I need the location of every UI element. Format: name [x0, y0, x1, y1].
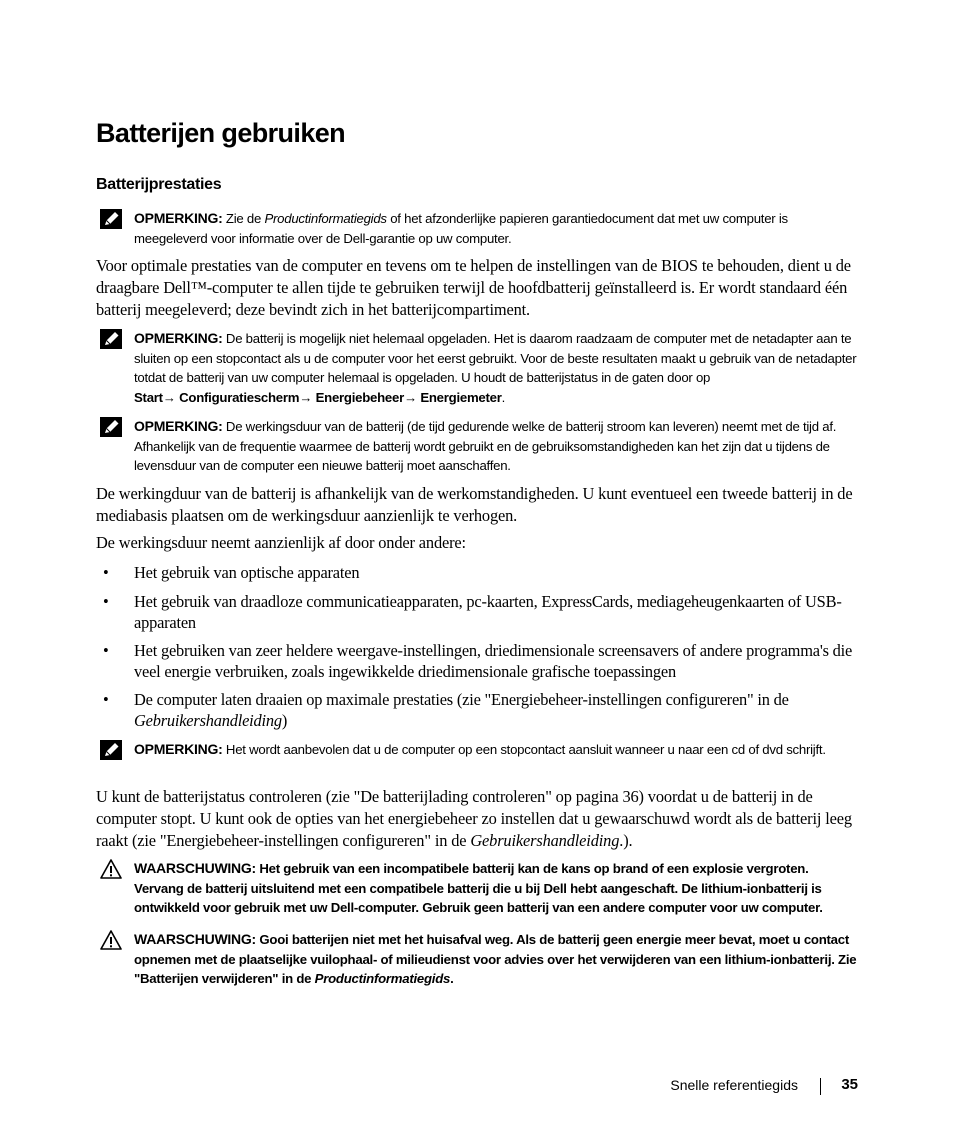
- note-label: OPMERKING:: [134, 741, 223, 757]
- section-heading: Batterijprestaties: [96, 176, 222, 193]
- paragraph-4: U kunt de batterijstatus controleren (zie "De batterijlading controleren" op pagina 36) voordat u de batterij in de computer stopt. U kunt ook de opties van het energiebeheer zo instellen dat u gewaarschuwd wordt als de batterij leeg raakt (zie "Energiebeheer-instellingen configureren" in de Gebruikershandleiding.).: [96, 787, 852, 850]
- page-number: 35: [841, 1076, 858, 1093]
- italic-ref: Gebruikershandleiding: [470, 831, 620, 850]
- bullet-mark: •: [103, 690, 109, 709]
- page-footer: [96, 1076, 858, 1096]
- list-item: • Het gebruiken van zeer heldere weergave-instellingen, driedimensionale screensavers of andere programma's die veel energie verbruiken, zoals ingewikkelde driedimensionale grafische toepassingen: [103, 641, 853, 681]
- warning-1: WAARSCHUWING: Het gebruik van een incompatibele batterij kan de kans op brand of een explosie vergroten. Vervang de batterij uitsluitend met een compatibele batterij die u bij Dell hebt aangeschaft. De lithium-ionbatterij is ontwikkeld voor gebruik met uw Dell-computer. Gebruik geen batterij van een andere computer voor uw computer.: [96, 859, 858, 918]
- page-title: Batterijen gebruiken: [96, 118, 346, 148]
- note-label: OPMERKING:: [134, 210, 223, 226]
- note-pencil-icon: [100, 417, 122, 437]
- note-italic-ref: Productinformatiegids: [264, 211, 387, 226]
- bullet-list: [96, 562, 858, 731]
- note-label: OPMERKING:: [134, 330, 223, 346]
- note-1: OPMERKING: Zie de Productinformatiegids of het afzonderlijke papieren garantiedocument dat met uw computer is meegeleverd voor informatie over de Dell-garantie op uw computer.: [96, 209, 858, 248]
- note-label: OPMERKING:: [134, 418, 223, 434]
- paragraph-3: De werkingsduur neemt aanzienlijk af door onder andere:: [96, 533, 466, 552]
- list-item: • Het gebruik van draadloze communicatieapparaten, pc-kaarten, ExpressCards, mediageheugenkaarten of USB-apparaten: [103, 592, 842, 632]
- bullet-mark: •: [103, 641, 109, 660]
- paragraph-1: Voor optimale prestaties van de computer en tevens om te helpen de instellingen van de BIOS te behouden, dient u de draagbare Dell™-computer te allen tijde te gebruiken terwijl de hoofdbatterij geïnstalleerd is. Er wordt standaard één batterij meegeleverd; deze bevindt zich in het batterijcompartiment.: [96, 256, 851, 319]
- warning-triangle-icon: [100, 859, 122, 879]
- note-3: OPMERKING: De werkingsduur van de batterij (de tijd gedurende welke de batterij stroom kan leveren) neemt met de tijd af. Afhankelijk van de frequentie waarmee de batterij wordt gebruikt en de gebruiksomstandigheden kan het zijn dat u tijdens de levensduur van de computer een nieuwe batterij moet aanschaffen.: [96, 417, 858, 476]
- note-2: OPMERKING: De batterij is mogelijk niet helemaal opgeladen. Het is daarom raadzaam de computer met de netadapter aan te sluiten op een stopcontact als u de computer voor het eerst gebruikt. Voor de beste resultaten maakt u gebruik van de netadapter totdat de batterij van uw computer helemaal is opgeladen. U houdt de batterijstatus in de gaten door op Start→ Configuratiescherm→ Energiebeheer→ Energiemeter.: [96, 329, 858, 407]
- bullet-mark: •: [103, 592, 109, 611]
- note-pencil-icon: [100, 740, 122, 760]
- warning-label: WAARSCHUWING:: [134, 931, 256, 947]
- footer-guide-title: Snelle referentiegids: [670, 1077, 798, 1093]
- warning-label: WAARSCHUWING:: [134, 860, 256, 876]
- paragraph-2: De werkingduur van de batterij is afhankelijk van de werkomstandigheden. U kunt eventueel een tweede batterij in de mediabasis plaatsen om de werkingsduur aanzienlijk te verhogen.: [96, 484, 853, 525]
- menu-path-start: Start: [134, 389, 163, 405]
- note-pencil-icon: [100, 209, 122, 229]
- footer-separator: [820, 1078, 821, 1095]
- warning-2: WAARSCHUWING: Gooi batterijen niet met het huisafval weg. Als de batterij geen energie meer bevat, moet u contact opnemen met de plaatselijke vuilophaal- of milieudienst voor advies over het verwijderen van een lithium-ionbatterij. Zie "Batterijen verwijderen" in de Productinformatiegids.: [96, 930, 858, 989]
- warning-triangle-icon: [100, 930, 122, 950]
- list-item: • De computer laten draaien op maximale prestaties (zie "Energiebeheer-instellingen configureren" in de Gebruikershandleiding): [103, 690, 789, 730]
- note-pencil-icon: [100, 329, 122, 349]
- note-4: OPMERKING: Het wordt aanbevolen dat u de computer op een stopcontact aansluit wanneer u naar een cd of dvd schrijft.: [96, 740, 858, 760]
- menu-path-power: Energiebeheer: [315, 389, 404, 405]
- menu-path-control-panel: Configuratiescherm: [179, 389, 300, 405]
- menu-path-meter: Energiemeter: [420, 389, 502, 405]
- list-item: • Het gebruik van optische apparaten: [103, 563, 360, 582]
- warning-italic-ref: Productinformatiegids: [314, 971, 451, 986]
- italic-ref: Gebruikershandleiding: [134, 711, 282, 730]
- bullet-mark: •: [103, 563, 109, 582]
